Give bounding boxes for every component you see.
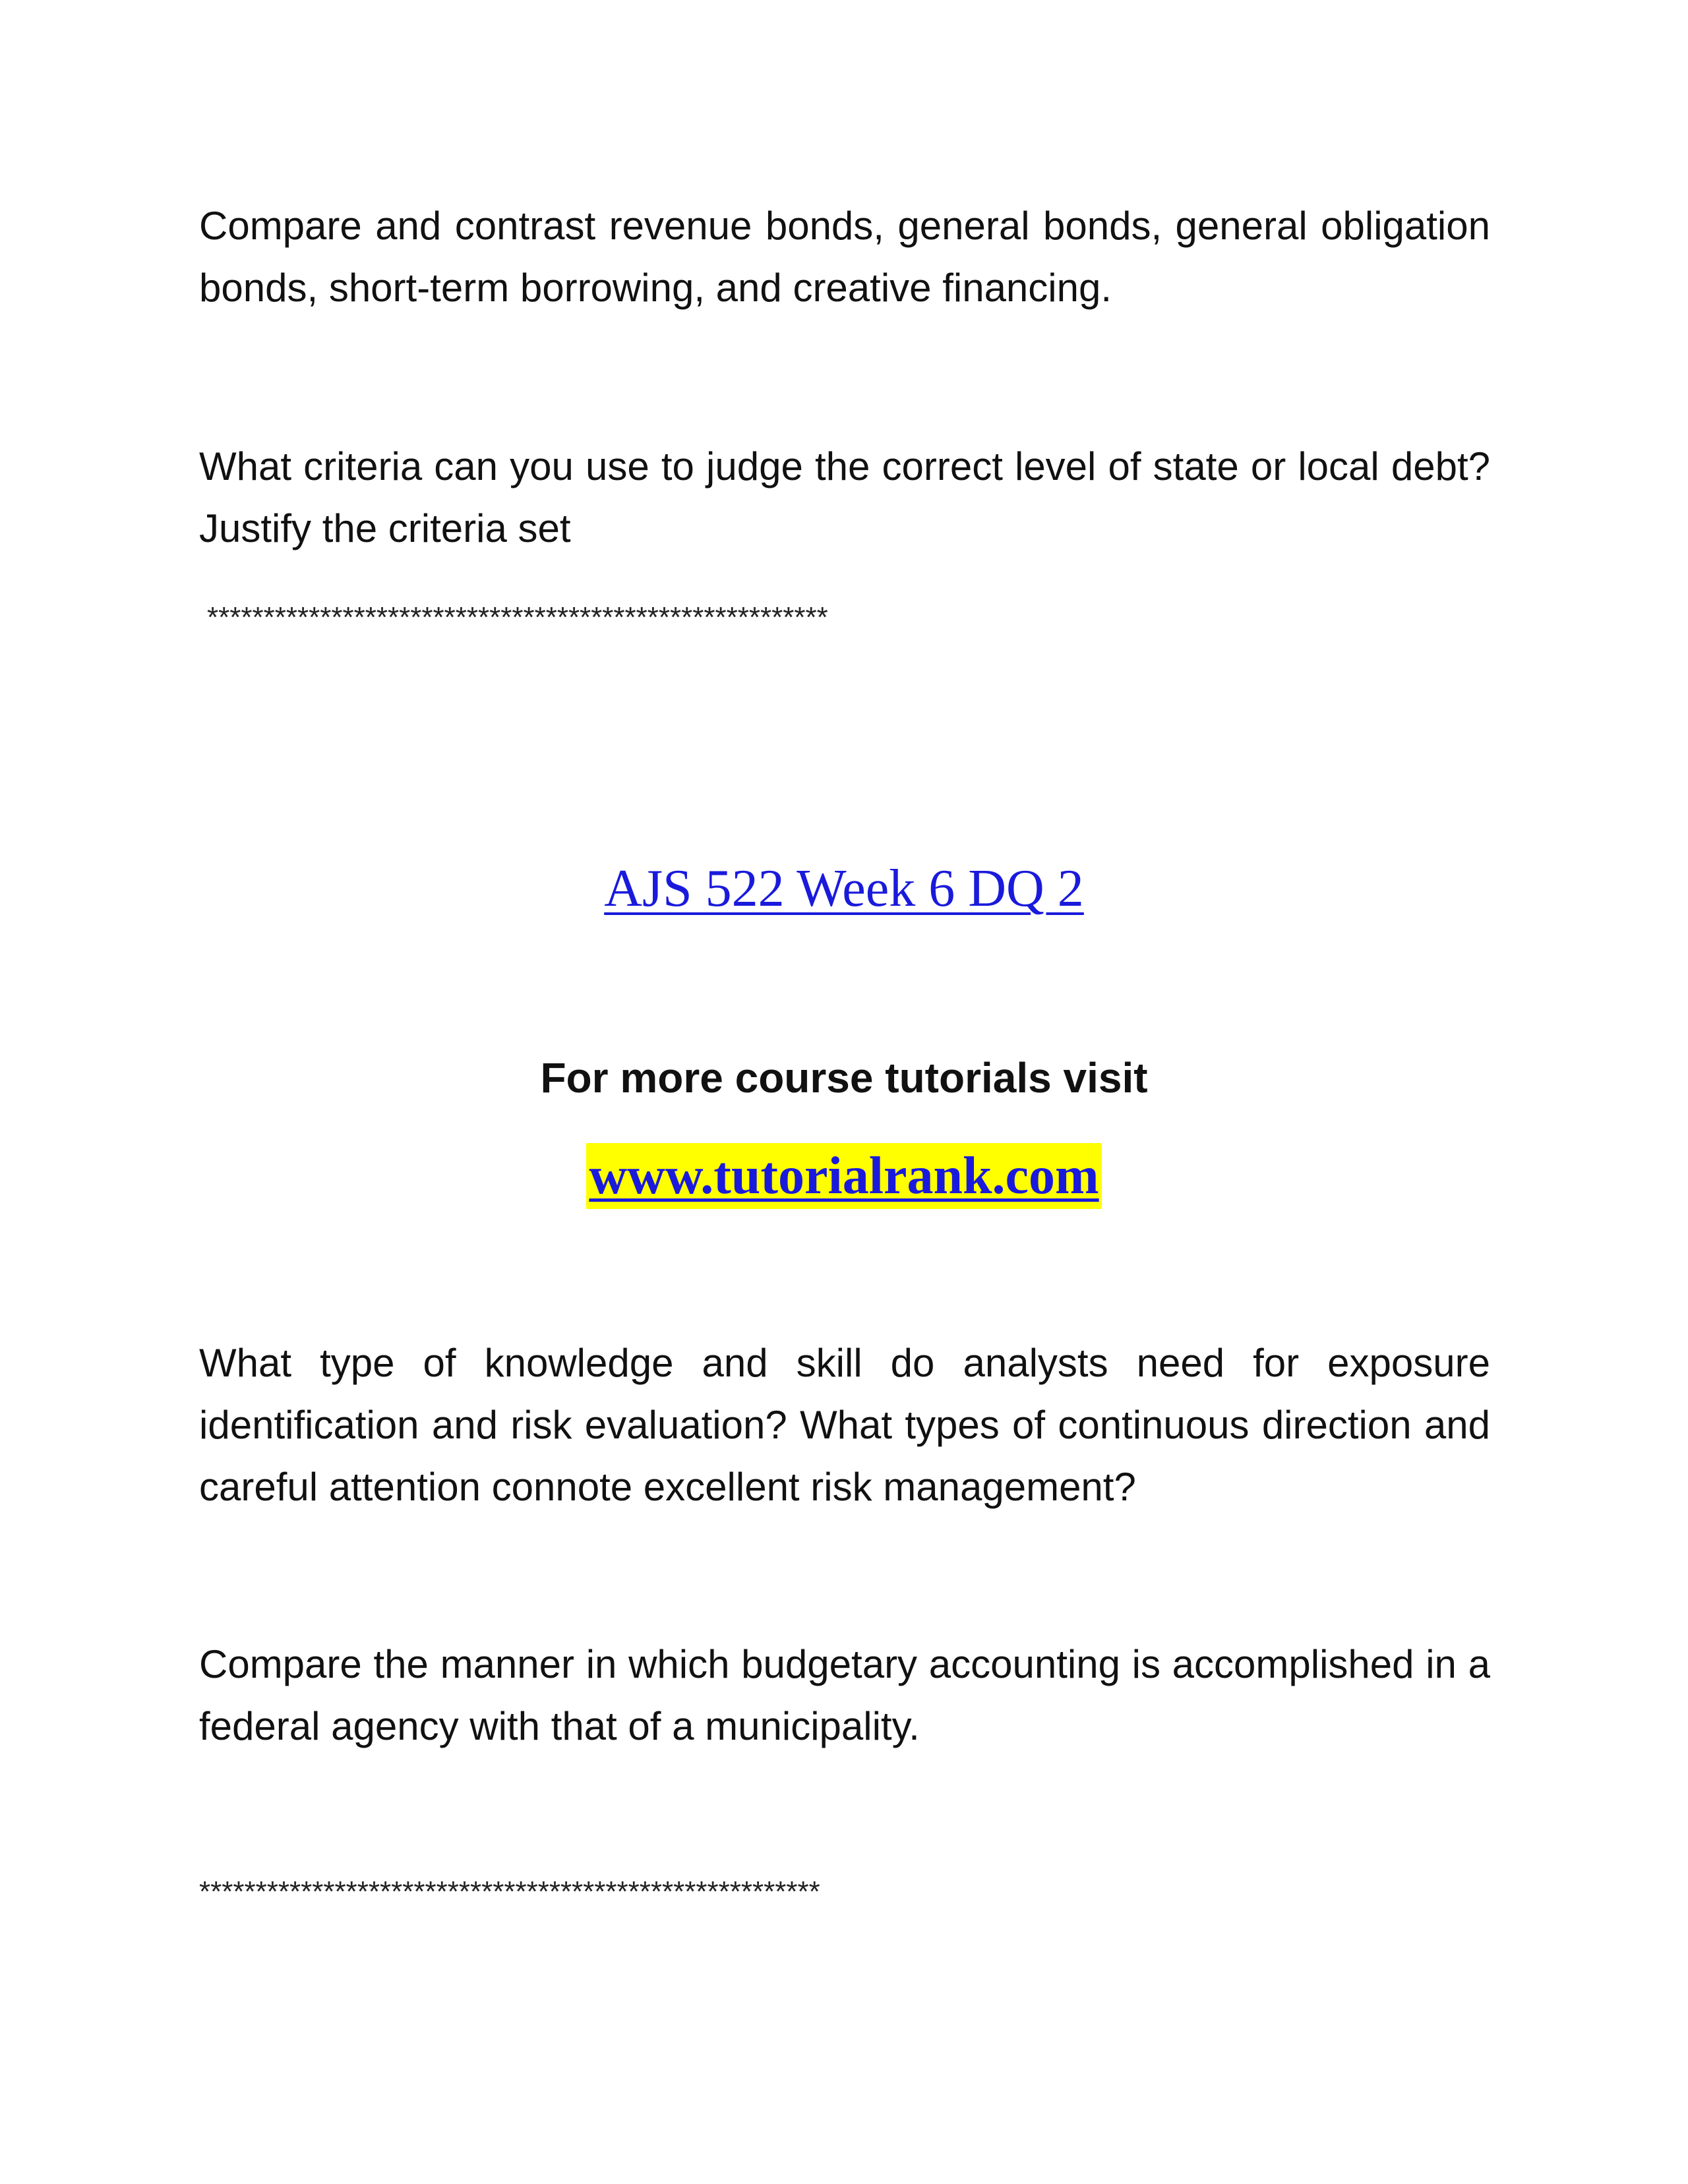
promo-heading: For more course tutorials visit [540,1054,1148,1102]
question-paragraph-risk-analysis: What type of knowledge and skill do analysts need for exposure identification and risk evaluation? What types of continuous direction and careful attention connote excellent risk management? [199,1341,1490,1509]
question-paragraph-budgetary-accounting: Compare the manner in which budgetary accounting is accomplished in a federal agency with that of a municipality. [199,1642,1490,1748]
tutorialrank-site-link[interactable]: www.tutorialrank.com [586,1143,1101,1209]
question-paragraph-bonds: Compare and contrast revenue bonds, general bonds, general obligation bonds, short-term borrowing, and creative financing. [199,204,1490,310]
course-title-line [0,856,1688,922]
course-title-link[interactable]: AJS 522 Week 6 DQ 2 [604,860,1084,918]
separator-stars-bottom: ******************************************************* [199,1875,820,1908]
site-link-line [0,1143,1688,1224]
question-paragraph-debt-criteria: What criteria can you use to judge the correct level of state or local debt? Justify the criteria set [199,444,1490,550]
separator-stars-top: ******************************************************* [207,601,828,634]
